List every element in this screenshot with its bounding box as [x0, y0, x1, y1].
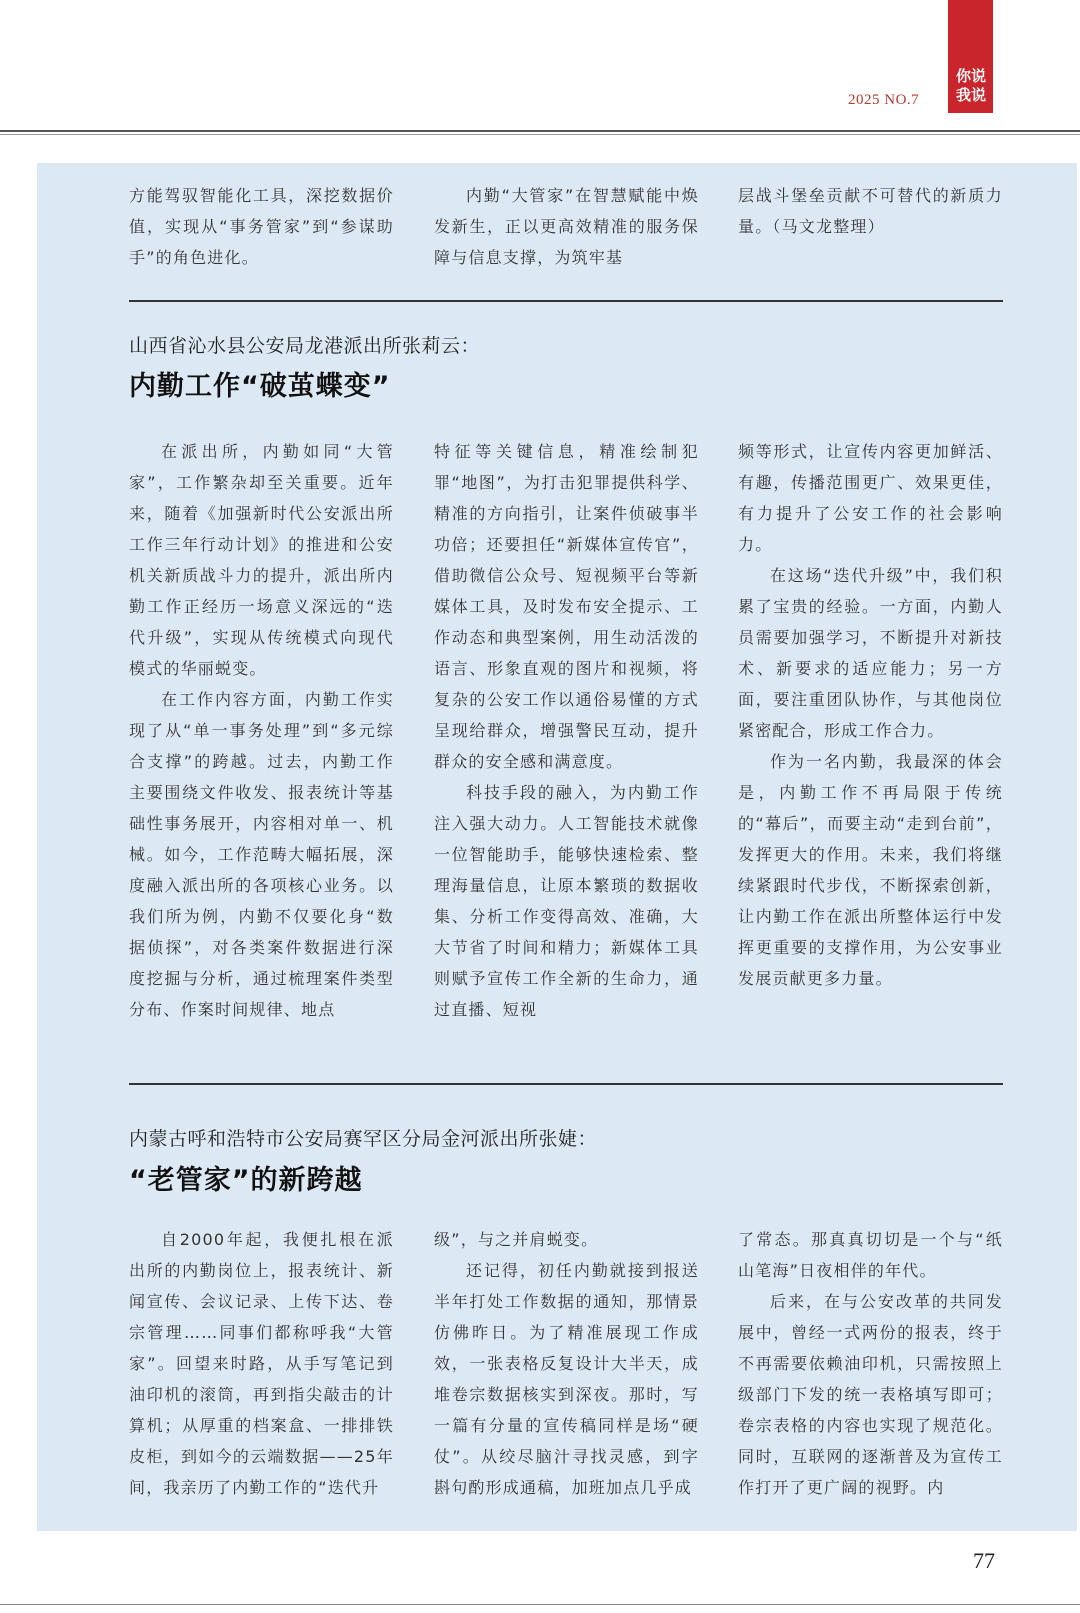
paragraph: 层战斗堡垒贡献不可替代的新质力量。（马文龙整理） — [738, 186, 1003, 236]
paragraph: 自2000年起，我便扎根在派出所的内勤岗位上，报表统计、新闻宣传、会议记录、上传下达、卷宗管理……同事们都称呼我“大管家”。回望来时路，从手写笔记到油印机的滚筒，再到指尖敲击的计算机；从厚重的档案盒、一排排铁皮柜，到如今的云端数据——25年间，我亲历了内勤工作的“迭代升 — [129, 1230, 394, 1497]
article1-column-1 — [129, 436, 394, 1025]
issue-number: 2025 NO.7 — [848, 92, 920, 108]
section-divider — [129, 300, 1003, 302]
article2-column-1 — [129, 1224, 394, 1503]
section-tab-line2: 我说 — [955, 86, 986, 104]
paragraph: 后来，在与公安改革的共同发展中，曾经一式两份的报表，终于不再需要依赖油印机，只需按照上级部门下发的统一表格填写即可；卷宗表格的内容也实现了规范化。同时，互联网的逐渐普及为宣传工作打开了更广阔的视野。内 — [738, 1292, 1003, 1497]
section-tab-line1: 你说 — [955, 67, 986, 85]
page-header — [0, 0, 1080, 140]
paragraph: 在这场“迭代升级”中，我们积累了宝贵的经验。一方面，内勤人员需要加强学习，不断提升对新技术、新要求的适应能力；另一方面，要注重团队协作，与其他岗位紧密配合，形成工作合力。 — [738, 566, 1003, 740]
header-rule-thin — [0, 134, 1080, 135]
article2-author-intro: 内蒙古呼和浩特市公安局赛罕区分局金河派出所张婕： — [129, 1128, 598, 1150]
article1-column-3 — [738, 436, 1003, 994]
article1-column-2 — [434, 436, 699, 1025]
section-tab — [948, 0, 993, 113]
paragraph: 方能驾驭智能化工具，深挖数据价值，实现从“事务管家”到“参谋助手”的角色进化。 — [129, 186, 394, 267]
section-tab-label — [952, 67, 990, 105]
article2-column-2 — [434, 1224, 699, 1503]
paragraph: 特征等关键信息，精准绘制犯罪“地图”，为打击犯罪提供科学、精准的方向指引，让案件侦破事半功倍；还要担任“新媒体宣传官”，借助微信公众号、短视频平台等新媒体工具，及时发布安全提示、工作动态和典型案例，用生动活泼的语言、形象直观的图片和视频，将复杂的公安工作以通俗易懂的方式呈现给群众，增强警民互动，提升群众的安全感和满意度。 — [434, 442, 699, 771]
paragraph: 频等形式，让宣传内容更加鲜活、有趣，传播范围更广、效果更佳，有力提升了公安工作的社会影响力。 — [738, 442, 1003, 554]
header-rule — [0, 130, 1080, 132]
article2-column-3 — [738, 1224, 1003, 1503]
top-column-1 — [129, 180, 394, 273]
paragraph: 还记得，初任内勤就接到报送半年打处工作数据的通知，那情景仿佛昨日。为了精准展现工作成效，一张表格反复设计大半天，成堆卷宗数据核实到深夜。那时，写一篇有分量的宣传稿同样是场“硬仗”。从绞尽脑汁寻找灵感，到字斟句酌形成通稿，加班加点几乎成 — [434, 1261, 699, 1497]
article2-title: “老管家”的新跨越 — [129, 1165, 363, 1196]
paragraph: 科技手段的融入，为内勤工作注入强大动力。人工智能技术就像一位智能助手，能够快速检索、整理海量信息，让原本繁琐的数据收集、分析工作变得高效、准确，大大节省了时间和精力；新媒体工具则赋予宣传工作全新的生命力，通过直播、短视 — [434, 783, 699, 1019]
page-number: 77 — [973, 1548, 995, 1573]
paragraph: 内勤“大管家”在智慧赋能中焕发新生，正以更高效精准的服务保障与信息支撑，为筑牢基 — [434, 186, 699, 267]
paragraph: 级”，与之并肩蜕变。 — [434, 1230, 599, 1249]
paragraph: 在派出所，内勤如同“大管家”，工作繁杂却至关重要。近年来，随着《加强新时代公安派出所工作三年行动计划》的推进和公安机关新质战斗力的提升，派出所内勤工作正经历一场意义深远的“迭代升级”，实现从传统模式向现代模式的华丽蜕变。 — [129, 442, 394, 678]
paragraph: 作为一名内勤，我最深的体会是，内勤工作不再局限于传统的“幕后”，而要主动“走到台前”，发挥更大的作用。未来，我们将继续紧跟时代步伐，不断探索创新，让内勤工作在派出所整体运行中发挥更重要的支撑作用，为公安事业发展贡献更多力量。 — [738, 752, 1003, 988]
top-column-3 — [738, 180, 1003, 242]
top-column-2 — [434, 180, 699, 273]
paragraph: 了常态。那真真切切是一个与“纸山笔海”日夜相伴的年代。 — [738, 1230, 1003, 1280]
article1-title: 内勤工作“破茧蝶变” — [129, 371, 391, 402]
paragraph: 在工作内容方面，内勤工作实现了从“单一事务处理”到“多元综合支撑”的跨越。过去，内勤工作主要围绕文件收发、报表统计等基础性事务展开，内容相对单一、机械。如今，工作范畴大幅拓展，深度融入派出所的各项核心业务。以我们所为例，内勤不仅要化身“数据侦探”，对各类案件数据进行深度挖掘与分析，通过梳理案件类型分布、作案时间规律、地点 — [129, 690, 394, 1019]
section-divider — [129, 1083, 1003, 1085]
bottom-edge-line — [0, 1604, 1080, 1605]
article1-author-intro: 山西省沁水县公安局龙港派出所张莉云： — [129, 335, 481, 357]
